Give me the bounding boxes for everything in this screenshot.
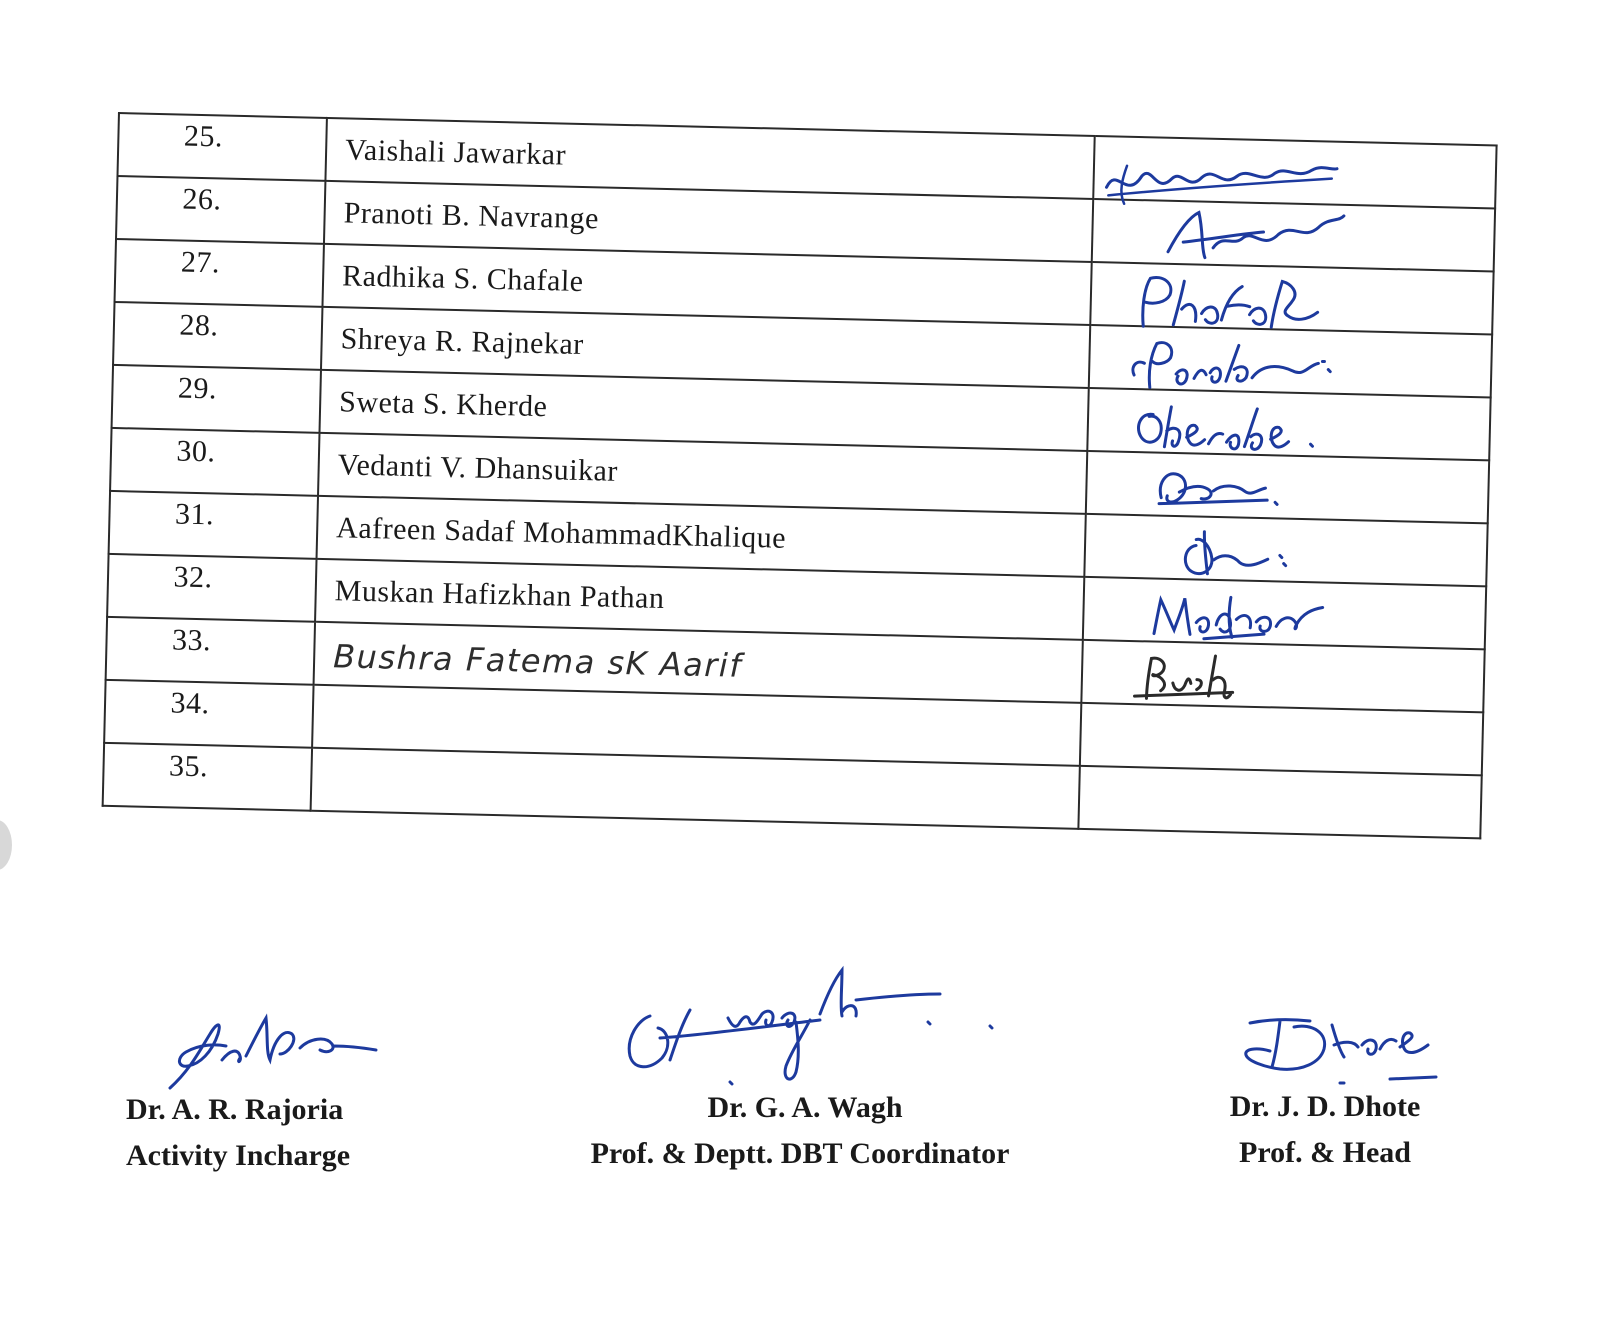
- signatory-name: Dr. A. R. Rajoria: [126, 1093, 344, 1126]
- signature-cell: [1093, 136, 1496, 208]
- serial-number: 29.: [177, 371, 218, 406]
- signatory-center: [560, 1085, 1040, 1177]
- signature-cell: [1078, 766, 1481, 838]
- serial-number: 31.: [174, 497, 215, 532]
- page-edge-shadow: [0, 820, 12, 870]
- attendance-sheet: [102, 112, 1490, 839]
- handwritten-signature: [1144, 581, 1335, 647]
- student-name: [314, 698, 332, 712]
- signature-rajoria: [160, 1000, 390, 1100]
- signature-cell: [1081, 640, 1484, 712]
- signature-cell: [1089, 325, 1492, 397]
- signatory-name: Dr. G. A. Wagh: [707, 1091, 903, 1124]
- student-name: Shreya R. Rajnekar: [340, 322, 585, 362]
- handwritten-signature: [1128, 396, 1339, 461]
- signature-cell: [1090, 262, 1493, 334]
- handwritten-signature: [1122, 644, 1263, 709]
- signatory-right: [1200, 1084, 1450, 1176]
- signatory-title: Prof. & Head: [1239, 1136, 1411, 1169]
- signature-dhote: [1240, 1005, 1460, 1095]
- signatory-title: Activity Incharge: [126, 1139, 351, 1172]
- handwritten-signature: [1147, 457, 1298, 519]
- signatory-title: Prof. & Deptt. DBT Coordinator: [590, 1137, 1010, 1170]
- student-name: Muskan Hafizkhan Pathan: [334, 574, 665, 616]
- serial-number: 30.: [176, 434, 216, 469]
- student-name: Aafreen Sadaf MohammadKhalique: [335, 511, 787, 555]
- student-name: [312, 761, 330, 775]
- attendance-table: [102, 112, 1498, 839]
- serial-number: 34.: [170, 686, 210, 721]
- signature-wagh: [620, 960, 1010, 1100]
- serial-number: 28.: [179, 308, 219, 343]
- student-name: Vedanti V. Dhansuikar: [337, 448, 619, 488]
- serial-number: 33.: [171, 623, 212, 658]
- signature-cell: [1087, 388, 1490, 460]
- student-name: Radhika S. Chafale: [341, 259, 584, 299]
- signature-cell: [1080, 703, 1483, 775]
- student-name: Pranoti B. Navrange: [343, 196, 600, 236]
- signature-cell: [1084, 514, 1487, 586]
- signatory-name: Dr. J. D. Dhote: [1229, 1090, 1421, 1123]
- signature-cell: [1092, 199, 1495, 271]
- signature-cell: [1083, 577, 1486, 649]
- signature-cell: [1086, 451, 1489, 523]
- student-name: Vaishali Jawarkar: [344, 133, 567, 172]
- serial-number: 25.: [183, 119, 224, 154]
- student-name: Sweta S. Kherde: [338, 385, 548, 424]
- serial-number: 27.: [180, 245, 221, 280]
- serial-number: 26.: [182, 182, 222, 217]
- serial-number: 35.: [168, 749, 209, 784]
- handwritten-signature: [1173, 521, 1314, 586]
- student-name-handwritten: Bushra Fatema sK Aarif: [332, 637, 743, 685]
- serial-number: 32.: [173, 560, 213, 595]
- signatory-left: [126, 1087, 396, 1179]
